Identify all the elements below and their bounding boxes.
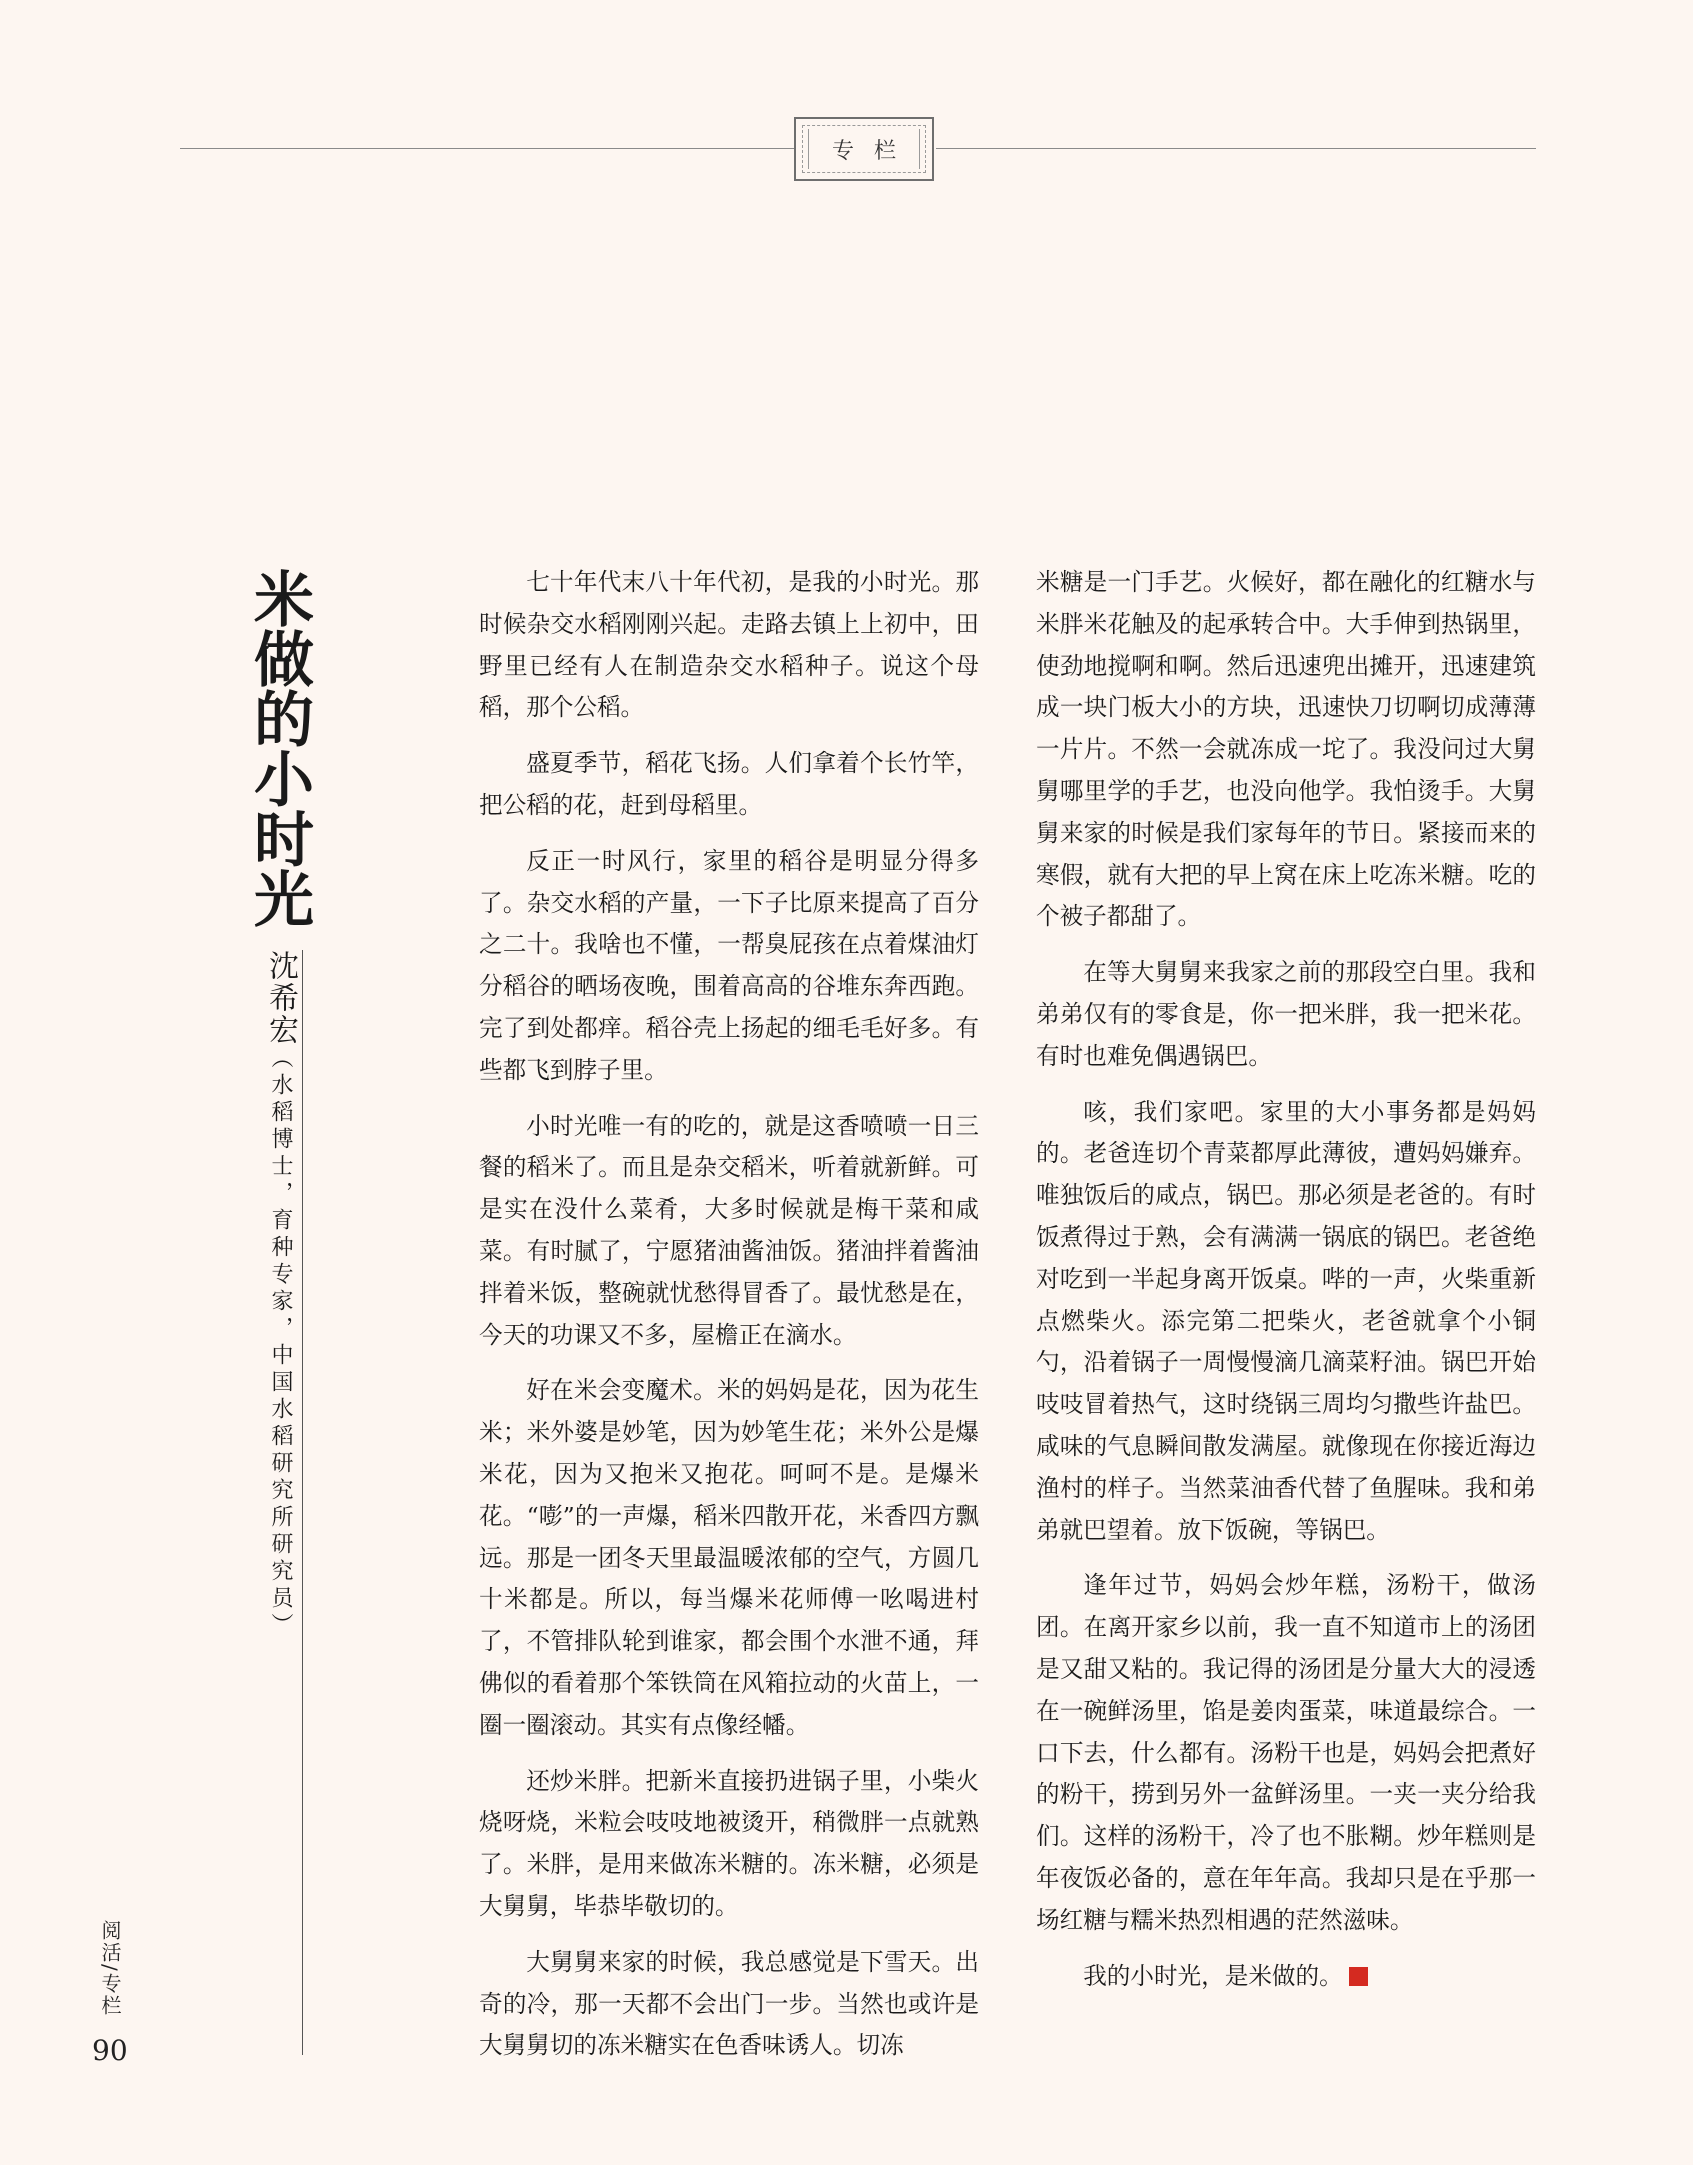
author-rule <box>302 950 303 2055</box>
paragraph: 在等大舅舅来我家之前的那段空白里。我和弟弟仅有的零食是，你一把米胖，我一把米花。有时也难免偶遇锅巴。 <box>1036 958 1536 1070</box>
header-rule-right <box>936 148 1536 149</box>
paragraph: 逢年过节，妈妈会炒年糕，汤粉干，做汤团。在离开家乡以前，我一直不知道市上的汤团是又甜又粘的。我记得的汤团是分量大大的浸透在一碗鲜汤里，馅是姜肉蛋菜，味道最综合。一口下去，什么都有。汤粉干也是，妈妈会把煮好的粉干，捞到另外一盆鲜汤里。一夹一夹分给我们。这样的汤粉干，冷了也不胀糊。炒年糕则是年夜饭必备的，意在年年高。我却只是在乎那一场红糖与糯米热烈相遇的茫然滋味。 <box>1036 1571 1536 1934</box>
header-rule-left <box>180 148 794 149</box>
paragraph: 好在米会变魔术。米的妈妈是花，因为花生米；米外婆是妙笔，因为妙笔生花；米外公是爆米花，因为又抱米又抱花。呵呵不是。是爆米花。“嘭”的一声爆，稻米四散开花，米香四方飘远。那是一团冬天里最温暖浓郁的空气，方圆几十米都是。所以，每当爆米花师傅一吆喝进村了，不管排队轮到谁家，都会围个水泄不通，拜佛似的看着那个笨铁筒在风箱拉动的火苗上，一圈一圈滚动。其实有点像经幡。 <box>479 1376 979 1739</box>
closing-text: 我的小时光，是米做的。 <box>1083 1961 1343 1990</box>
closing-paragraph <box>1036 1956 1536 1998</box>
section-badge-label: 专栏 <box>831 138 916 164</box>
section-side-tag: 阅活/专栏 <box>98 1920 122 2017</box>
paragraph: 反正一时风行，家里的稻谷是明显分得多了。杂交水稻的产量，一下子比原来提高了百分之二十。我啥也不懂，一帮臭屁孩在点着煤油灯分稻谷的晒场夜晚，围着高高的谷堆东奔西跑。完了到处都痒。稻谷壳上扬起的细毛毛好多。有些都飞到脖子里。 <box>479 846 979 1084</box>
section-badge <box>794 117 934 181</box>
end-mark-icon <box>1349 1967 1368 1986</box>
paragraph: 七十年代末八十年代初，是我的小时光。那时候杂交水稻刚刚兴起。走路去镇上上初中，田野里已经有人在制造杂交水稻种子。说这个母稻，那个公稻。 <box>479 568 979 722</box>
paragraph: 咳，我们家吧。家里的大小事务都是妈妈的。老爸连切个青菜都厚此薄彼，遭妈妈嫌弃。唯独饭后的咸点，锅巴。那必须是老爸的。有时饭煮得过于熟，会有满满一锅底的锅巴。老爸绝对吃到一半起身离开饭桌。哔的一声，火柴重新点燃柴火。添完第二把柴火，老爸就拿个小铜勺，沿着锅子一周慢慢滴几滴菜籽油。锅巴开始吱吱冒着热气，这时绕锅三周均匀撒些许盐巴。咸味的气息瞬间散发满屋。就像现在你接近海边渔村的样子。当然菜油香代替了鱼腥味。我和弟弟就巴望着。放下饭碗，等锅巴。 <box>1036 1097 1536 1544</box>
author-byline <box>254 950 300 1640</box>
paragraph: 盛夏季节，稻花飞扬。人们拿着个长竹竿，把公稻的花，赶到母稻里。 <box>479 749 979 819</box>
text-column-left <box>479 562 979 2081</box>
article-title: 米做的小时光 <box>244 568 314 928</box>
text-column-right <box>1036 562 1536 2011</box>
page-number: 90 <box>92 2034 128 2067</box>
paragraph: 大舅舅来家的时候，我总感觉是下雪天。出奇的冷，那一天都不会出门一步。当然也或许是大舅舅切的冻米糖实在色香味诱人。切冻 <box>479 1947 979 2060</box>
author-name: 沈希宏 <box>263 950 298 1046</box>
paragraph-continuation: 米糖是一门手艺。火候好，都在融化的红糖水与米胖米花触及的起承转合中。大手伸到热锅里，使劲地搅啊和啊。然后迅速兜出摊开，迅速建筑成一块门板大小的方块，迅速快刀切啊切成薄薄一片片。不然一会就冻成一坨了。我没问过大舅舅哪里学的手艺，也没向他学。我怕烫手。大舅舅来家的时候是我们家每年的节日。紧接而来的寒假，就有大把的早上窝在床上吃冻米糖。吃的个被子都甜了。 <box>1036 568 1536 931</box>
author-bio: （水稻博士，育种专家，中国水稻研究所研究员） <box>268 1046 293 1640</box>
paragraph: 小时光唯一有的吃的，就是这香喷喷一日三餐的稻米了。而且是杂交稻米，听着就新鲜。可是实在没什么菜肴，大多时候就是梅干菜和咸菜。有时腻了，宁愿猪油酱油饭。猪油拌着酱油拌着米饭，整碗就忧愁得冒香了。最忧愁是在，今天的功课又不多，屋檐正在滴水。 <box>479 1111 979 1349</box>
paragraph: 还炒米胖。把新米直接扔进锅子里，小柴火烧呀烧，米粒会吱吱地被烫开，稍微胖一点就熟了。米胖，是用来做冻米糖的。冻米糖，必须是大舅舅，毕恭毕敬切的。 <box>479 1766 979 1920</box>
